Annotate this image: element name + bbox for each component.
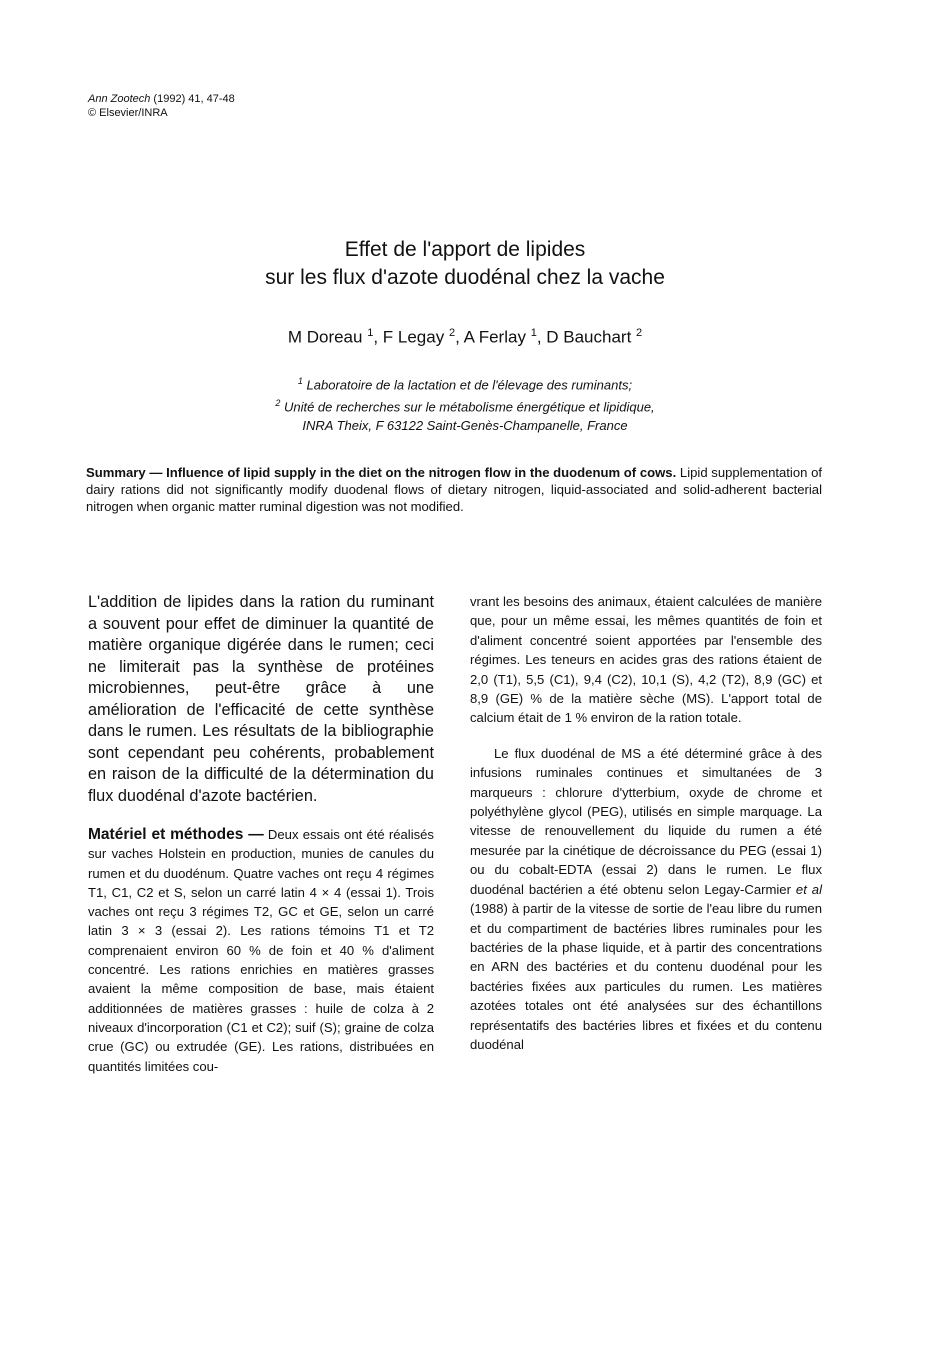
author-name: D Bauchart (546, 327, 632, 347)
title-line-2: sur les flux d'azote duodénal chez la vache (265, 266, 665, 289)
journal-name: Ann Zootech (88, 93, 151, 105)
author-name: F Legay (382, 327, 445, 347)
article-title (0, 236, 930, 292)
journal-copyright: © Elsevier/INRA (88, 107, 168, 119)
author-list: M Doreau $^1$, F Legay $^2$, A Ferlay $^1$, D Bauchart $^2$ (287, 327, 643, 347)
left-column (88, 592, 434, 1076)
affiliation-2: $^2$ Unité de recherches sur le métabolisme énergétique et lipidique, (275, 398, 655, 415)
author-affiliation-mark: 1 (530, 327, 537, 339)
summary-text: Lipid supplementation of dairy rations did not significantly modify duodenal flows of dietary nitrogen, liquid-associated and solid-adherent bacterial nitrogen when organic matter ruminal digestion was not modified. (86, 465, 822, 514)
right-column (470, 592, 822, 1054)
title-line-1: Effet de l'apport de lipides (344, 238, 586, 261)
methods-paragraph (88, 825, 434, 1076)
author-affiliation-mark: 2 (448, 327, 456, 339)
journal-header (88, 92, 235, 120)
duodenal-flow-paragraph: Le flux duodénal de MS a été déterminé grâce à des infusions ruminales continues et simultanées de 3 marqueurs : chlorure d'ytterbium, oxyde de chrome et polyéthylène glycol (PEG), utilisés en simple marquage. La vitesse de renouvellement du liquide du rumen a été mesurée par la cinétique de décroissance du PEG (essai 1) ou du cobalt-EDTA (essai 2) dans le rumen. Le flux duodénal bactérien a été obtenu selon Legay-Carmier et al (1988) à partir de la vitesse de sortie de l'eau libre du rumen et du compartiment de bactéries libres ruminales pour les bactéries de la phase liquide, et à partir des concentrations en ARN des bactéries et du contenu duodénal pour les bactéries fixées aux particules du rumen. Les matières azotées totales ont été analysées sur des échantillons représentatifs des bactéries libres et fixées et du contenu duodénal (470, 745, 822, 1052)
methods-heading: Matériel et méthodes — (88, 826, 264, 843)
affiliation-2-address: INRA Theix, F 63122 Saint-Genès-Champanelle, France (302, 417, 628, 433)
et-al: et al (795, 881, 822, 897)
journal-volume-pages: (1992) 41, 47-48 (150, 93, 235, 105)
author-name: M Doreau (287, 327, 363, 347)
methods-text: Deux essais ont été réalisés sur vaches Holstein en production, munies de canules du rumen et du duodénum. Quatre vaches ont reçu 4 régimes T1, C1, C2 et S, selon un carré latin 4 × 4 (essai 1). Trois vaches ont reçu 3 régimes T2, GC et GE, selon un carré latin 3 × 3 (essai 2). Les rations témoins T1 et T2 comprenaient environ 60 % de foin et 40 % d'aliment concentré. Les rations enrichies en matières grasses avaient la même composition de base, mais étaient additionnées de matières grasses : huile de colza à 2 niveaux d'incorporation (C1 et C2); suif (S); graine de colza crue (GC) ou extrudée (GE). Les rations, distribuées en quantités limitées cou- (88, 827, 434, 1074)
affiliations (0, 372, 930, 435)
author-affiliation-mark: 1 (367, 327, 374, 339)
journal-citation (88, 92, 235, 106)
summary (86, 465, 822, 515)
intro-paragraph: L'addition de lipides dans la ration du ruminant a souvent pour effet de diminuer la quantité de matière organique digérée dans le rumen; ceci ne limiterait pas la synthèse de protéines microbiennes, peut-être grâce à une amélioration de l'efficacité de cette synthèse dans le rumen. Les résultats de la bibliographie sont cependant peu cohérents, probablement en raison de la difficulté de la détermination du flux duodénal d'azote bactérien. (88, 593, 434, 805)
affiliation-1: $^1$ Laboratoire de la lactation et de l'élevage des ruminants; (297, 376, 633, 393)
author-name: A Ferlay (463, 327, 526, 347)
rations-paragraph: vrant les besoins des animaux, étaient calculées de manière que, pour un même essai, les mêmes quantités de foin et d'aliment concentré soient apportées par l'ensemble des régimes. Les teneurs en acides gras des rations étaient de 2,0 (T1), 5,5 (C1), 9,4 (C2), 10,1 (S), 4,2 (T2), 8,9 (GC) et 8,9 (GE) % de la matière sèche (MS). L'apport total de calcium était de 1 % environ de la ration totale. (470, 594, 822, 726)
summary-heading: Summary — Influence of lipid supply in the diet on the nitrogen flow in the duodenum of cows. (86, 465, 677, 480)
author-affiliation-mark: 2 (636, 327, 643, 339)
